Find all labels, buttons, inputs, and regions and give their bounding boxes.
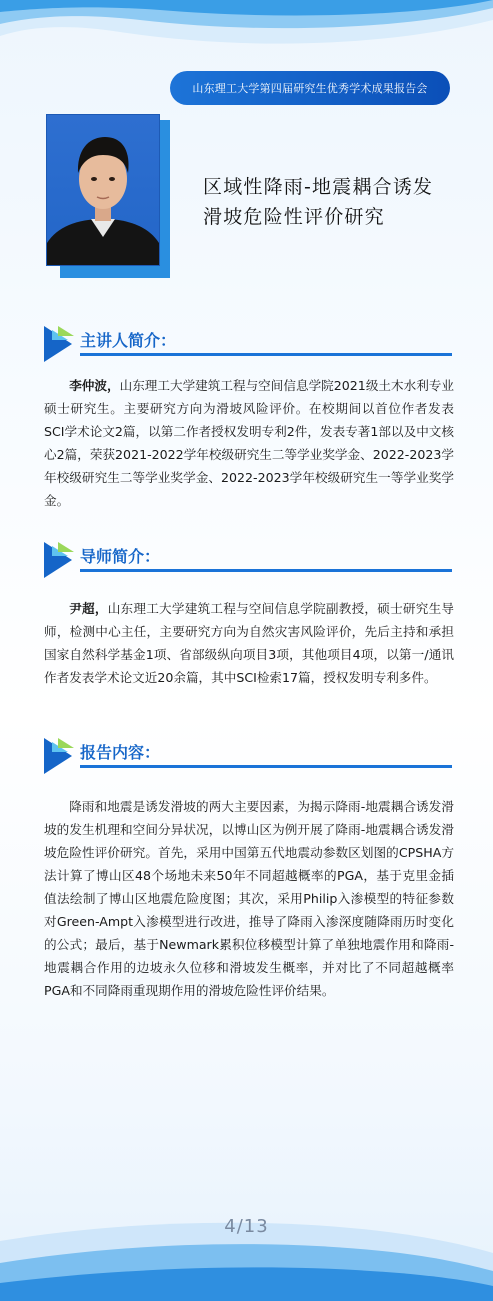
event-badge: 山东理工大学第四届研究生优秀学术成果报告会 [170, 71, 450, 105]
advisor-section-header [44, 542, 454, 582]
advisor-name: 尹超， [69, 601, 108, 616]
speaker-bio [44, 374, 454, 512]
report-abstract: 降雨和地震是诱发滑坡的两大主要因素，为揭示降雨-地震耦合诱发滑坡的发生机理和空间分异状况，以博山区为例开展了降雨-地震耦合诱发滑坡危险性评价研究。首先，采用中国第五代地震动参数区划图的CPSHA方法计算了博山区48个场地未来50年不同超越概率的PGA，基于克里金插值法绘制了博山区地震危险度图；其次，采用Philip入渗模型的特征参数对Green-Ampt入渗模型进行改进，推导了降雨入渗深度随降雨历时变化的公式；最后，基于Newmark累积位移模型计算了单独地震作用和降雨-地震耦合作用的边坡永久位移和滑坡发生概率，并对比了不同超越概率PGA和不同降雨重现期作用的滑坡危险性评价结果。 [44, 799, 454, 998]
speaker-photo-frame [46, 114, 172, 279]
speaker-section-title: 主讲人简介： [80, 331, 177, 350]
top-wave-decoration [0, 0, 493, 60]
portrait-illustration [47, 115, 159, 265]
section-divider [80, 569, 452, 572]
content-section-header [44, 738, 454, 778]
advisor-section-title: 导师简介： [80, 547, 161, 566]
play-arrow-icon [44, 738, 74, 774]
advisor-bio-text: 山东理工大学建筑工程与空间信息学院副教授，硕士研究生导师，检测中心主任，主要研究方向为自然灾害风险评价，先后主持和承担国家自然科学基金1项、省部级纵向项目3项，其他项目4项，以第一/通讯作者发表学术论文近20余篇，其中SCI检索17篇，授权发明专利多件。 [44, 601, 455, 685]
report-title [203, 172, 473, 232]
speaker-name: 李仲波， [69, 378, 120, 393]
report-title-line2: 滑坡危险性评价研究 [203, 206, 385, 228]
play-arrow-icon [44, 326, 74, 362]
speaker-bio-text: 山东理工大学建筑工程与空间信息学院2021级土木水利专业硕士研究生。主要研究方向为滑坡风险评价。在校期间以首位作者发表SCI学术论文2篇，以第二作者授权发明专利2件，发表专著1部以及中文核心2篇，荣获2021-2022学年校级研究生二等学业奖学金、2022-2023学年校级研究生二等学业奖学金、2022-2023学年校级研究生一等学业奖学金。 [44, 378, 455, 508]
speaker-section-header [44, 326, 454, 366]
content-section-title: 报告内容： [80, 743, 161, 762]
play-arrow-icon [44, 542, 74, 578]
section-divider [80, 765, 452, 768]
report-title-line1: 区域性降雨-地震耦合诱发 [203, 176, 434, 198]
advisor-bio [44, 597, 454, 689]
page-indicator: 4/13 [224, 1216, 269, 1237]
section-divider [80, 353, 452, 356]
speaker-photo [46, 114, 160, 266]
